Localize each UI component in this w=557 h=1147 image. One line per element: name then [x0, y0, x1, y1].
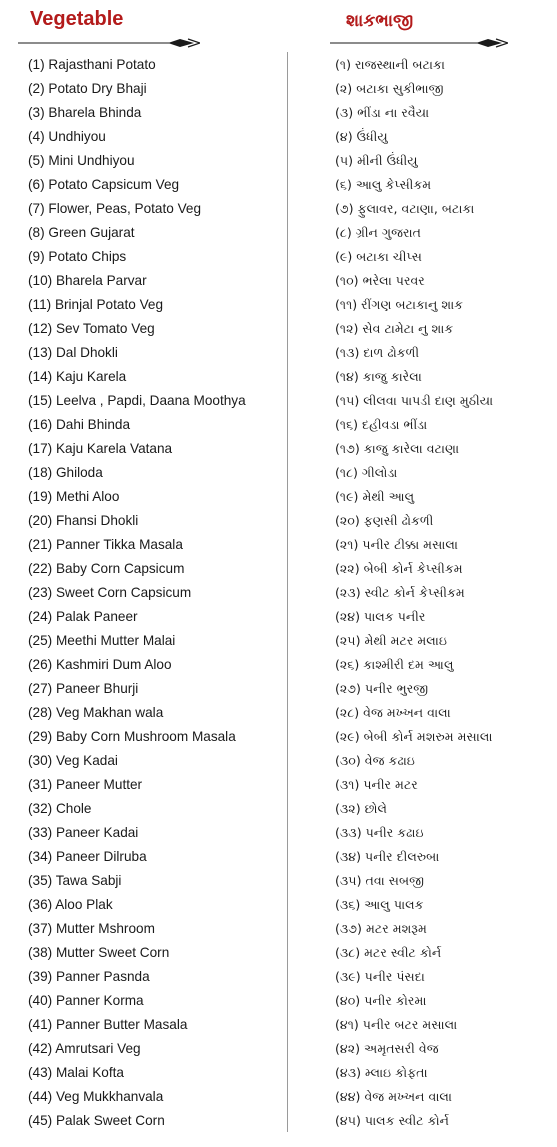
gujarati-menu-list: [335, 54, 545, 1134]
left-heading-underline: [18, 38, 200, 48]
list-item: (૩૨) છોલે: [335, 801, 388, 816]
list-item: (9) Potato Chips: [28, 249, 127, 264]
list-item: (17) Kaju Karela Vatana: [28, 441, 173, 456]
list-item: (૧૪) કાજુ કારેલા: [335, 369, 422, 384]
list-item: (૨૫) મેથી મટર મલાઇ: [335, 633, 447, 648]
list-item: (41) Panner Butter Masala: [28, 1017, 188, 1032]
list-item: (૯) બટાકા ચીપ્સ: [335, 249, 422, 264]
list-item: (25) Meethi Mutter Malai: [28, 633, 176, 648]
list-item: (૩૮) મટર સ્વીટ કોર્ન: [335, 945, 442, 960]
list-item: (31) Paneer Mutter: [28, 777, 143, 792]
list-item: (૩) ભીંડા ના રવૈયા: [335, 105, 430, 120]
list-item: (૧૯) મેથી આલુ: [335, 489, 415, 504]
list-item: (34) Paneer Dilruba: [28, 849, 147, 864]
list-item: (21) Panner Tikka Masala: [28, 537, 183, 552]
list-item: (12) Sev Tomato Veg: [28, 321, 155, 336]
list-item: (43) Malai Kofta: [28, 1065, 124, 1080]
list-item: (૪૦) પનીર કોરમા: [335, 993, 427, 1008]
list-item: (૫) મીની ઉંધીયુ: [335, 153, 418, 168]
list-item: (૪૨) અમૃતસરી વેજ: [335, 1041, 439, 1056]
list-item: (3) Bharela Bhinda: [28, 105, 142, 120]
list-item: (4) Undhiyou: [28, 129, 106, 144]
list-item: (2) Potato Dry Bhaji: [28, 81, 147, 96]
list-item: (6) Potato Capsicum Veg: [28, 177, 180, 192]
list-item: (૧૩) દાળ ઢોકળી: [335, 345, 420, 360]
list-item: (૩૧) પનીર મટર: [335, 777, 418, 792]
list-item: (36) Aloo Plak: [28, 897, 113, 912]
list-item: (૪૫) પાલક સ્વીટ કોર્ન: [335, 1113, 450, 1128]
list-item: (11) Brinjal Potato Veg: [28, 297, 164, 312]
list-item: (૭) ફુલાવર, વટાણા, બટાકા: [335, 201, 475, 216]
list-item: (7) Flower, Peas, Potato Veg: [28, 201, 202, 216]
list-item: (33) Paneer Kadai: [28, 825, 139, 840]
list-item: (૪૩) મ્લાઇ કોફતા: [335, 1065, 428, 1080]
list-item: (24) Palak Paneer: [28, 609, 138, 624]
list-item: (૨૦) ફણસી ઢોકળી: [335, 513, 434, 528]
column-divider: [287, 52, 288, 1132]
gujarati-heading: શાકભાજી: [346, 11, 414, 31]
list-item: (૧૦) ભરેલા પરવર: [335, 273, 425, 288]
list-item: (5) Mini Undhiyou: [28, 153, 135, 168]
list-item: (14) Kaju Karela: [28, 369, 127, 384]
list-item: (35) Tawa Sabji: [28, 873, 122, 888]
list-item: (૨૨) બેબી કોર્ન કેપ્સીકમ: [335, 561, 463, 576]
list-item: (૧૮) ગીલોડા: [335, 465, 398, 480]
list-item: (૧૭) કાજુ કારેલા વટાણા: [335, 441, 460, 456]
list-item: (૩૬) આલુ પાલક: [335, 897, 424, 912]
list-item: (૨૪) પાલક પનીર: [335, 609, 426, 624]
list-item: (30) Veg Kadai: [28, 753, 118, 768]
list-item: (૨૯) બેબી કોર્ન મશરુમ મસાલા: [335, 729, 493, 744]
list-item: (27) Paneer Bhurji: [28, 681, 139, 696]
list-item: (15) Leelva , Papdi, Daana Moothya: [28, 393, 246, 408]
list-item: (38) Mutter Sweet Corn: [28, 945, 170, 960]
list-item: (૩૦) વેજ કઢાઇ: [335, 753, 415, 768]
list-item: (23) Sweet Corn Capsicum: [28, 585, 192, 600]
list-item: (10) Bharela Parvar: [28, 273, 147, 288]
list-item: (૧) રાજસ્થાની બટાકા: [335, 57, 445, 72]
list-item: (૪૪) વેજ મખ્ખન વાલા: [335, 1089, 453, 1104]
list-item: (40) Panner Korma: [28, 993, 144, 1008]
list-item: (૬) આલુ કેપ્સીકમ: [335, 177, 432, 192]
list-item: (૩૯) પનીર પંસદા: [335, 969, 425, 984]
list-item: (29) Baby Corn Mushroom Masala: [28, 729, 236, 744]
list-item: (૨૬) કાશ્મીરી દમ આલુ: [335, 657, 454, 672]
list-item: (૪૧) પનીર બટર મસાલા: [335, 1017, 458, 1032]
list-item: (42) Amrutsari Veg: [28, 1041, 141, 1056]
list-item: (22) Baby Corn Capsicum: [28, 561, 185, 576]
list-item: (૧૧) રીંગણ બટાકાનુ શાક: [335, 297, 464, 312]
list-item: (૧૨) સેવ ટામેટા નુ શાક: [335, 321, 454, 336]
english-heading: Vegetable: [30, 8, 124, 30]
list-item: (26) Kashmiri Dum Aloo: [28, 657, 172, 672]
list-item: (1) Rajasthani Potato: [28, 57, 156, 72]
list-item: (20) Fhansi Dhokli: [28, 513, 139, 528]
list-item: (28) Veg Makhan wala: [28, 705, 164, 720]
list-item: (19) Methi Aloo: [28, 489, 120, 504]
list-item: (18) Ghiloda: [28, 465, 103, 480]
list-item: (૨૭) પનીર ભુરજી: [335, 681, 429, 696]
list-item: (૩૪) પનીર દીલરુબા: [335, 849, 440, 864]
list-item: (16) Dahi Bhinda: [28, 417, 131, 432]
list-item: (૩૫) તવા સબજી: [335, 873, 425, 888]
list-item: (39) Panner Pasnda: [28, 969, 150, 984]
list-item: (૧૬) દહીવડા ભીંડા: [335, 417, 428, 432]
list-item: (૨૧) પનીર ટીક્કા મસાલા: [335, 537, 458, 552]
list-item: (45) Palak Sweet Corn: [28, 1113, 165, 1128]
list-item: (8) Green Gujarat: [28, 225, 135, 240]
list-item: (૩૩) પનીર કઢાઇ: [335, 825, 424, 840]
list-item: (૮) ગ્રીન ગુજરાત: [335, 225, 421, 240]
list-item: (૨૩) સ્વીટ કોર્ન કેપ્સીકમ: [335, 585, 465, 600]
list-item: (૨૮) વેજ મખ્ખન વાલા: [335, 705, 451, 720]
list-item: (૪) ઉંધીયુ: [335, 129, 388, 144]
list-item: (13) Dal Dhokli: [28, 345, 118, 360]
right-heading-underline: [330, 38, 508, 48]
list-item: (44) Veg Mukkhanvala: [28, 1089, 164, 1104]
list-item: (૨) બટાકા સુકીભાજી: [335, 81, 444, 96]
list-item: (37) Mutter Mshroom: [28, 921, 155, 936]
english-menu-list: [28, 54, 283, 1134]
list-item: (32) Chole: [28, 801, 92, 816]
list-item: (૧૫) લીલવા પાપડી દાણ મુઠીયા: [335, 393, 494, 408]
list-item: (૩૭) મટર મશરૂમ: [335, 921, 427, 936]
